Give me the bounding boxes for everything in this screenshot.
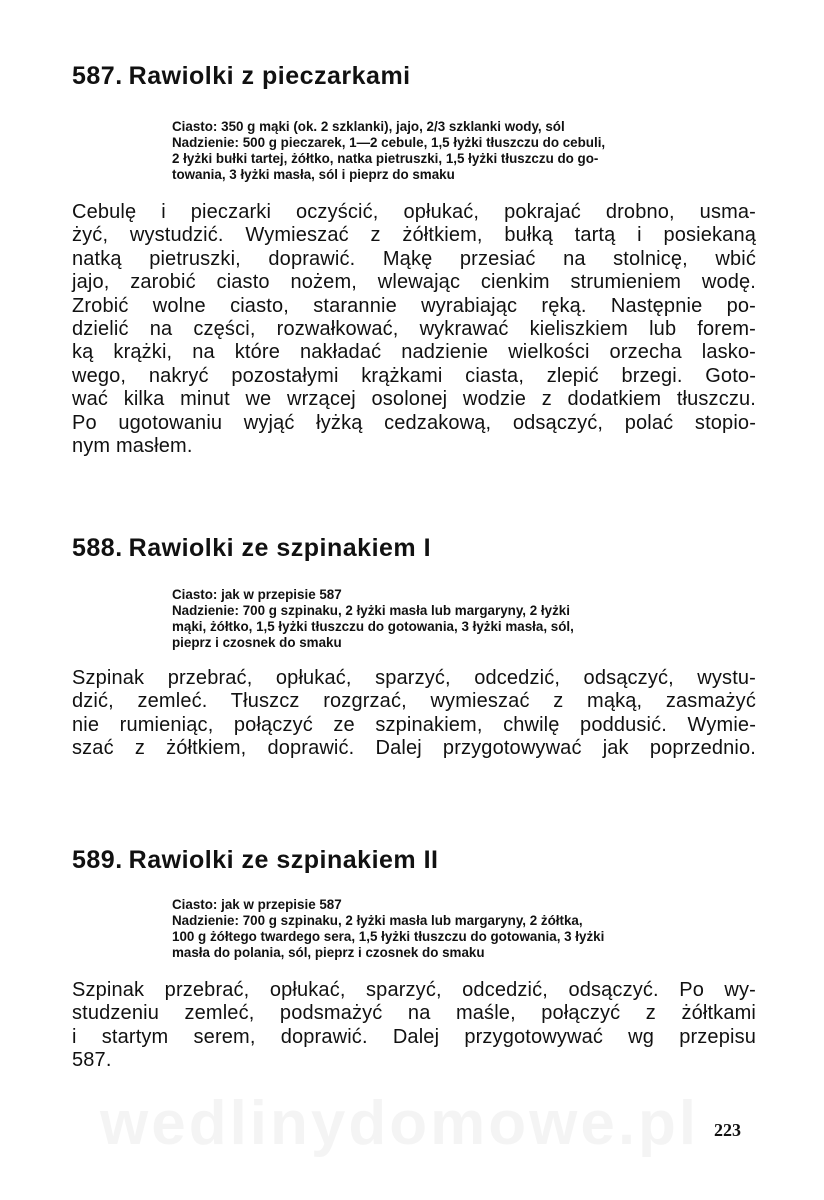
- ingredients-block: [172, 587, 754, 651]
- instruction-line: Szpinak przebrać, opłukać, sparzyć, odcedzić, odsączyć, wystu-: [72, 667, 756, 689]
- filling-label: Nadzienie:: [172, 603, 239, 618]
- dough-label: Ciasto:: [172, 119, 218, 134]
- recipe-number: 588.: [72, 534, 123, 562]
- recipe-name: Rawiolki ze szpinakiem I: [128, 534, 432, 562]
- dough-line: [172, 119, 754, 135]
- recipe-number: 587.: [72, 62, 123, 90]
- filling-line: 2 łyżki bułki tartej, żółtko, natka pietruszki, 1,5 łyżki tłuszczu do go-: [172, 151, 599, 166]
- recipe-name: Rawiolki z pieczarkami: [128, 62, 411, 90]
- filling-text: 700 g szpinaku, 2 łyżki masła lub margaryny, 2 żółtka,: [242, 913, 583, 928]
- dough-line: [172, 897, 754, 913]
- ingredients-block: [172, 119, 754, 183]
- recipe-587: [72, 62, 756, 458]
- filling-line: 100 g żółtego twardego sera, 1,5 łyżki tłuszczu do gotowania, 3 łyżki: [172, 929, 605, 944]
- instruction-line: Cebulę i pieczarki oczyścić, opłukać, pokrajać drobno, usma-: [72, 201, 756, 223]
- filling-line: [172, 913, 754, 929]
- filling-label: Nadzienie:: [172, 913, 239, 928]
- instruction-line: Szpinak przebrać, opłukać, sparzyć, odcedzić, odsączyć. Po wy-: [72, 979, 756, 1001]
- filling-text: 700 g szpinaku, 2 łyżki masła lub margaryny, 2 łyżki: [242, 603, 570, 618]
- recipe-title: [72, 534, 756, 563]
- dough-text: 350 g mąki (ok. 2 szklanki), jajo, 2/3 szklanki wody, sól: [221, 119, 565, 134]
- instruction-line: ką krążki, na które nakładać nadzienie wielkości orzecha lasko-: [72, 341, 756, 364]
- instruction-line: Po ugotowaniu wyjąć łyżką cedzakową, odsączyć, polać stopio-: [72, 411, 756, 434]
- instructions: [72, 201, 756, 458]
- filling-line: masła do polania, sól, pieprz i czosnek do smaku: [172, 945, 485, 960]
- instruction-line: studzeniu zemleć, podsmażyć na maśle, połączyć z żółtkami: [72, 1002, 756, 1025]
- recipe-title: [72, 846, 756, 875]
- filling-text: 500 g pieczarek, 1—2 cebule, 1,5 łyżki tłuszczu do cebuli,: [242, 135, 606, 150]
- instruction-line: Zrobić wolne ciasto, starannie wyrabiając ręką. Następnie po-: [72, 294, 756, 317]
- dough-text: jak w przepisie 587: [221, 897, 342, 912]
- recipe-number: 589.: [72, 846, 123, 874]
- instruction-line: szać z żółtkiem, doprawić. Dalej przygotowywać jak poprzednio.: [72, 737, 756, 760]
- instruction-line: i startym serem, doprawić. Dalej przygotowywać wg przepisu: [72, 1025, 756, 1048]
- recipe-588: [72, 534, 756, 761]
- recipe-title: [72, 62, 756, 91]
- instruction-line: nie rumieniąc, połączyć ze szpinakiem, chwilę poddusić. Wymie-: [72, 713, 756, 736]
- filling-line: [172, 135, 754, 151]
- instruction-line: dzić, zemleć. Tłuszcz rozgrzać, wymieszać z mąką, zasmażyć: [72, 690, 756, 713]
- instruction-line: wego, nakryć pozostałymi krążkami ciasta, zlepić brzegi. Goto-: [72, 364, 756, 387]
- instruction-line: żyć, wystudzić. Wymieszać z żółtkiem, bułką tartą i posiekaną: [72, 224, 756, 247]
- dough-label: Ciasto:: [172, 587, 218, 602]
- dough-line: [172, 587, 754, 603]
- ingredients-block: [172, 897, 754, 961]
- filling-label: Nadzienie:: [172, 135, 239, 150]
- instruction-line: wać kilka minut we wrzącej osolonej wodzie z dodatkiem tłuszczu.: [72, 388, 756, 411]
- recipe-name: Rawiolki ze szpinakiem II: [128, 846, 439, 874]
- filling-line: mąki, żółtko, 1,5 łyżki tłuszczu do gotowania, 3 łyżki masła, sól,: [172, 619, 574, 634]
- filling-line: towania, 3 łyżki masła, sól i pieprz do smaku: [172, 167, 455, 182]
- instruction-line: 587.: [72, 1049, 112, 1072]
- instruction-line: dzielić na części, rozwałkować, wykrawać kieliszkiem lub forem-: [72, 318, 756, 341]
- recipe-589: [72, 846, 756, 1073]
- instructions: [72, 979, 756, 1073]
- watermark: [100, 1088, 699, 1159]
- dough-label: Ciasto:: [172, 897, 218, 912]
- filling-line: pieprz i czosnek do smaku: [172, 635, 342, 650]
- instruction-line: nym masłem.: [72, 435, 193, 458]
- instruction-line: jajo, zarobić ciasto nożem, wlewając cienkim strumieniem wodę.: [72, 271, 756, 294]
- instructions: [72, 667, 756, 761]
- page-number: 223: [714, 1120, 741, 1140]
- filling-line: [172, 603, 754, 619]
- instruction-line: natką pietruszki, doprawić. Mąkę przesiać na stolnicę, wbić: [72, 247, 756, 270]
- dough-text: jak w przepisie 587: [221, 587, 342, 602]
